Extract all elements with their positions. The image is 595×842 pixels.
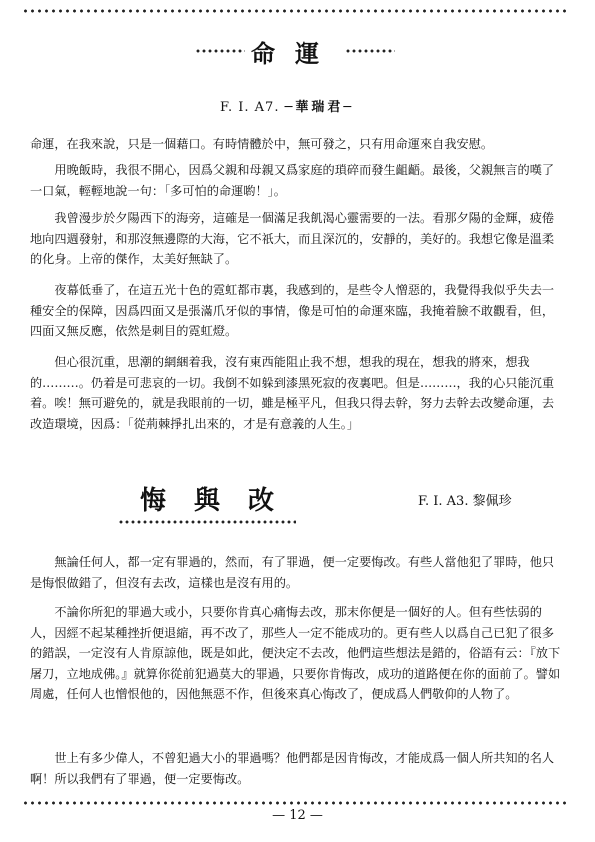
- article1-paragraph: 用晚飯時，我很不開心，因爲父親和母親又爲家庭的瑣碎而發生齟齬。最後，父親無言的嘆了一口氣，輕輕地說一句：「多可怕的命運喲！」。: [30, 163, 555, 198]
- bottom-dotted-border: [22, 800, 570, 806]
- page-number: — 12 —: [272, 808, 323, 823]
- article2-paragraph: 無論任何人，都一定有罪過的，然而，有了罪過，便一定要悔改。有些人當他犯了罪時，他只是悔恨做錯了，但沒有去改，這樣也是沒有用的。: [30, 555, 555, 590]
- article1-class: F. I. A7.: [220, 100, 280, 115]
- top-dotted-border: [22, 8, 570, 14]
- title-ornament-right: [345, 47, 395, 55]
- article2-paragraph: 世上有多少偉人，不曾犯過大小的罪過嗎？他們都是因肯悔改，才能成爲一個人所共知的名人啊！所以我們有了罪過，便一定要悔改。: [30, 751, 555, 786]
- article1-title-block: [195, 38, 395, 68]
- article1-author: ─華瑞君─: [284, 100, 355, 115]
- article1-byline: [220, 96, 354, 115]
- article1-paragraph: 命運，在我來說，只是一個藉口。有時情體於中，無可發之，只有用命運來自我安慰。: [30, 137, 494, 151]
- article1-paragraph: 我曾漫步於夕陽西下的海旁，這確是一個滿足我飢渴心靈需要的一法。看那夕陽的金輝，疲倦地向四週發射，和那沒無邊際的大海，它不祇大，而且深沉的，安靜的，美好的。我想它像是溫柔的化身。上帝的傑作，太美好無缺了。: [30, 211, 555, 266]
- article2-title-ornament: [118, 518, 296, 526]
- article1-paragraph: 但心很沉重，思潮的網綑着我，沒有東西能阻止我不想，想我的現在，想我的將來，想我的………。仍着是可悲哀的一切。我倒不如躲到漆黑死寂的夜裏吧。但是………，我的心只能沉重着。唉！無可避免的，就是我眼前的一切，雖是極平凡，但我只得去幹，努力去幹去改變命運，去改造環境，因爲：「從荊棘掙扎出來的，才是有意義的人生。」: [30, 355, 555, 431]
- title-ornament-left: [195, 47, 245, 55]
- article1-title: 命運: [251, 39, 339, 68]
- article2-paragraph: 不論你所犯的罪過大或小，只要你肯真心痛悔去改，那末你便是一個好的人。但有些怯弱的人，因經不起某種挫折便退縮，再不改了，那些人一定不能成功的。更有些人以爲自己已犯了很多的錯誤，一定沒有人肯原諒他，既是如此，便決定不去改，他們這些想法是錯的，俗語有云：『放下屠刀，立地成佛。』就算你從前犯過莫大的罪過，只要你肯悔改，成功的道路便在你的面前了。譬如周處，任何人也憎恨他的，因他無惡不作，但後來真心悔改了，便成爲人們敬仰的人物了。: [30, 605, 561, 701]
- article2-byline: F. I. A3. 黎佩珍: [418, 494, 512, 509]
- article2-title: 悔與改: [140, 486, 303, 516]
- article1-paragraph: 夜幕低垂了，在這五光十色的霓虹都市裏，我感到的，是些令人憎惡的，我覺得我似乎失去一種安全的保障，因爲四面又是張滿爪牙似的事情，像是可怕的命運來臨，我掩着臉不敢觀看，但，四面又無反應，依然是刺目的霓虹燈。: [30, 283, 555, 338]
